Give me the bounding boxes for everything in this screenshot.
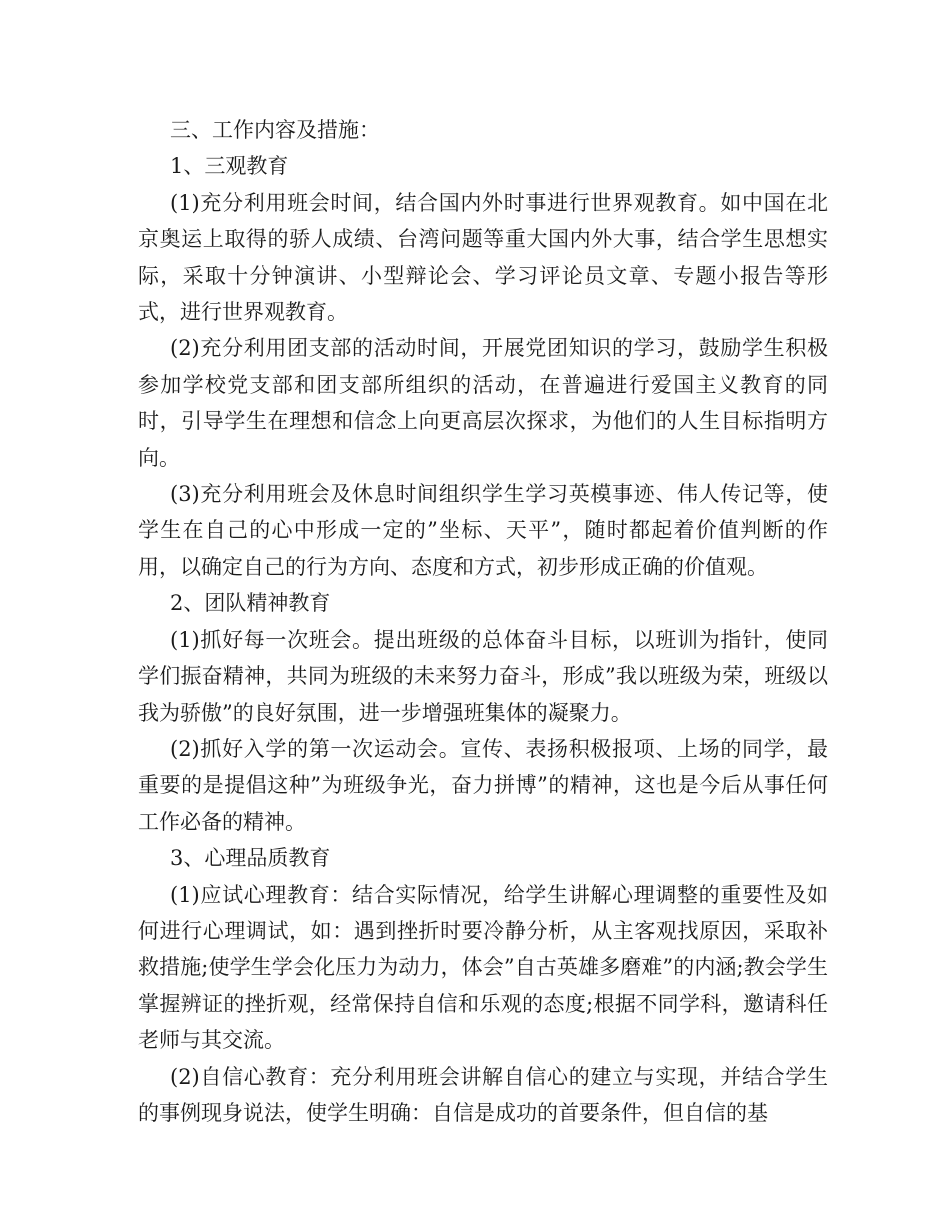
subsection-heading: 2、团队精神教育 — [170, 591, 331, 616]
paragraph: (2)自信心教育：充分利用班会讲解自信心的建立与实现，并结合学生的事例现身说法，使学生明确：自信是成功的首要条件，但自信的基 — [138, 1064, 828, 1125]
document-body — [138, 112, 828, 1131]
subsection-heading: 1、三观教育 — [170, 154, 289, 179]
paragraph: (3)充分利用班会及休息时间组织学生学习英模事迹、伟人传记等，使学生在自己的心中形成一定的”坐标、天平”，随时都起着价值判断的作用，以确定自己的行为方向、态度和方式，初步形成正确的价值观。 — [138, 482, 828, 579]
subsection-heading: 3、心理品质教育 — [170, 846, 331, 871]
paragraph: (2)充分利用团支部的活动时间，开展党团知识的学习，鼓励学生积极参加学校党支部和团支部所组织的活动，在普遍进行爱国主义教育的同时，引导学生在理想和信念上向更高层次探求，为他们的人生目标指明方向。 — [138, 336, 828, 470]
section-heading: 三、工作内容及措施： — [170, 118, 380, 142]
paragraph: (1)应试心理教育：结合实际情况，给学生讲解心理调整的重要性及如何进行心理调试，如：遇到挫折时要冷静分析，从主客观找原因，采取补救措施;使学生学会化压力为动力，体会”自古英雄多磨难”的内涵;教会学生掌握辨证的挫折观，经常保持自信和乐观的态度;根据不同学科，邀请科任老师与其交流。 — [138, 882, 828, 1053]
paragraph: (1)抓好每一次班会。提出班级的总体奋斗目标，以班训为指针，使同学们振奋精神，共同为班级的未来努力奋斗，形成”我以班级为荣，班级以我为骄傲”的良好氛围，进一步增强班集体的凝聚力。 — [138, 627, 828, 725]
paragraph: (2)抓好入学的第一次运动会。宣传、表扬积极报项、上场的同学，最重要的是提倡这种”为班级争光，奋力拼博”的精神，这也是今后从事任何工作必备的精神。 — [138, 736, 828, 834]
paragraph: (1)充分利用班会时间，结合国内外时事进行世界观教育。如中国在北京奥运上取得的骄人成绩、台湾问题等重大国内外大事，结合学生思想实际，采取十分钟演讲、小型辩论会、学习评论员文章、专题小报告等形式，进行世界观教育。 — [138, 190, 828, 325]
